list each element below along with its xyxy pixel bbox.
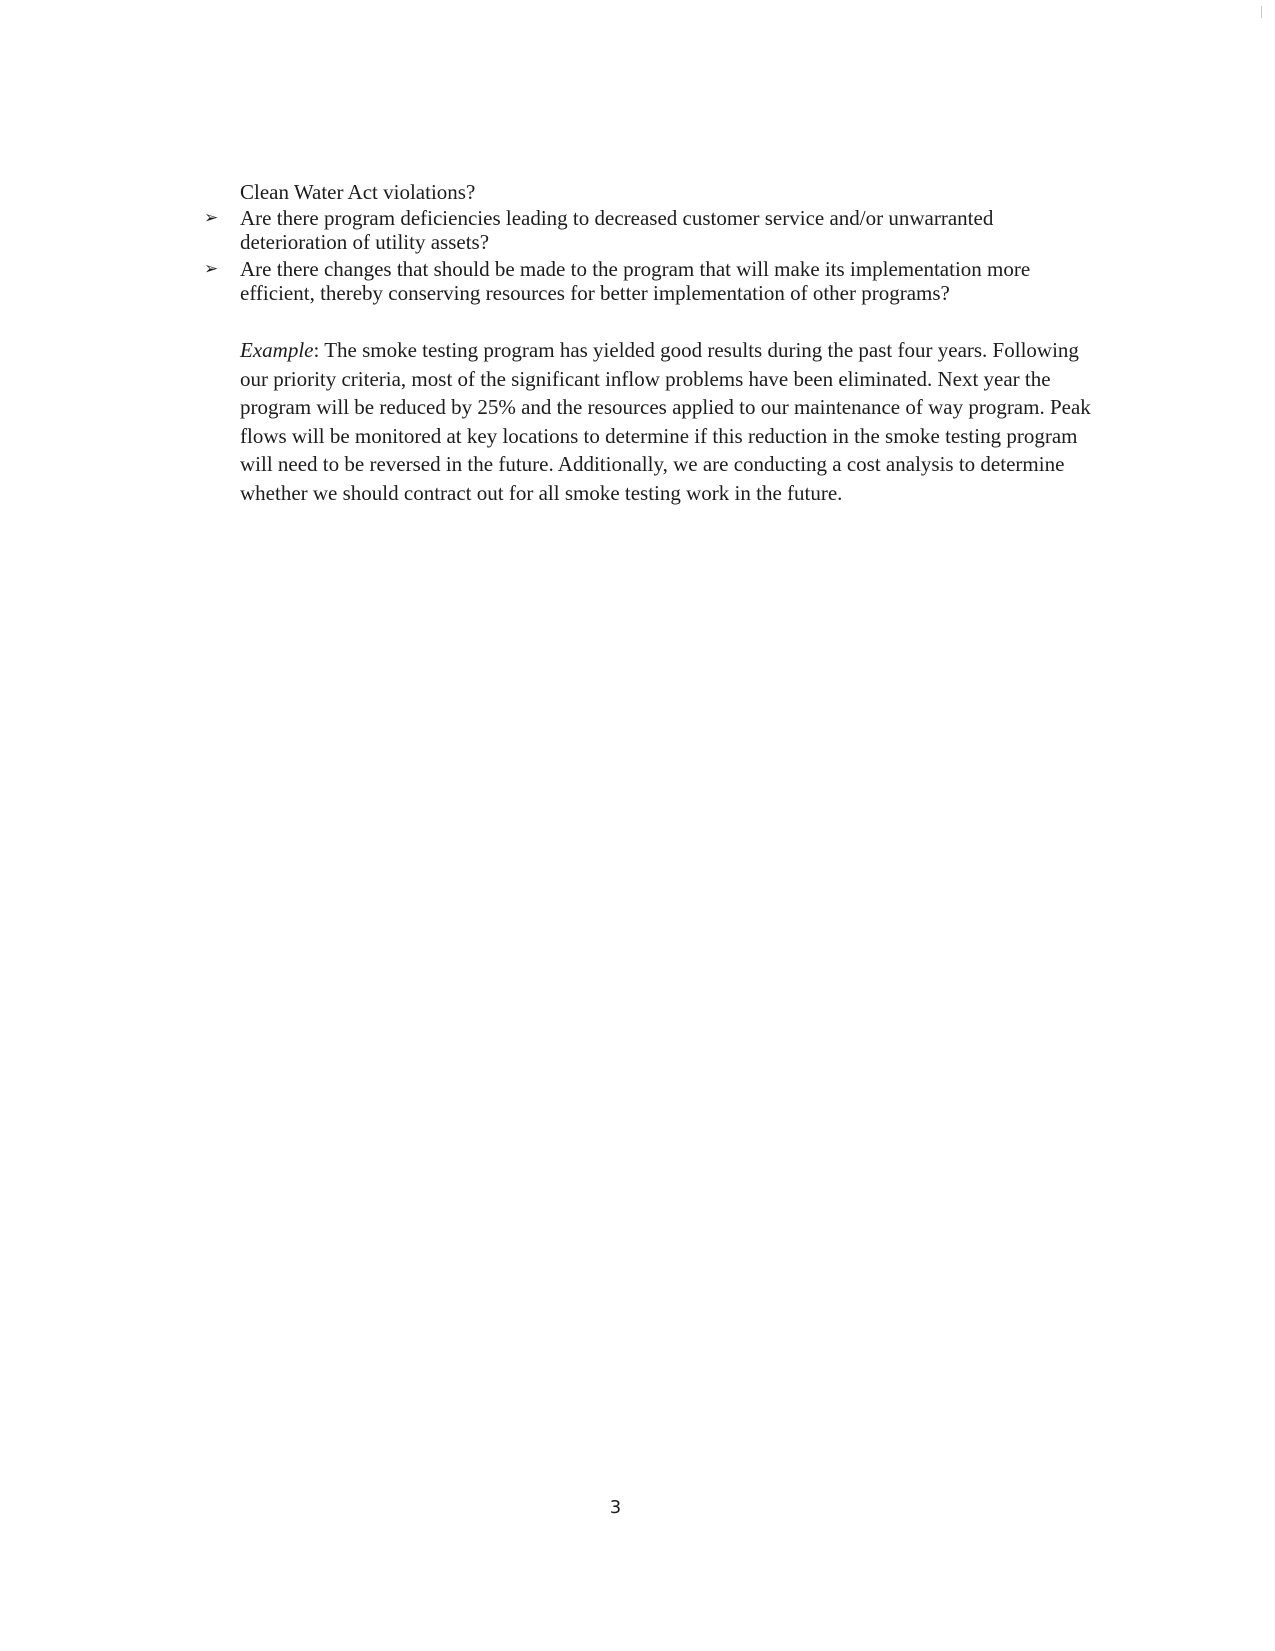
list-item-text: Are there changes that should be made to the program that will make its implementation more efficient, thereby conserving resources for better implementation of other programs? [240, 257, 1031, 305]
arrowhead-bullet-icon: ➢ [204, 208, 219, 228]
example-separator: : [313, 338, 325, 362]
arrowhead-bullet-icon: ➢ [204, 259, 219, 279]
example-paragraph [240, 336, 1095, 507]
list-item-text: Are there program deficiencies leading to decreased customer service and/or unwarranted deterioration of utility assets? [240, 206, 994, 254]
example-text: The smoke testing program has yielded good results during the past four years. Following our priority criteria, most of the significant inflow problems have been eliminated. Next year the program will be reduced by 25% and the resources applied to our maintenance of way program. Peak flows will be monitored at key locations to determine if this reduction in the smoke testing program will need to be reversed in the future. Additionally, we are conducting a cost analysis to determine whether we should contract out for all smoke testing work in the future. [240, 338, 1091, 505]
scan-edge-mark [1261, 6, 1262, 18]
list-item [204, 257, 1104, 305]
continued-question-text: Clean Water Act violations? [240, 180, 476, 204]
question-list [204, 206, 1104, 308]
example-label: Example [240, 338, 314, 362]
list-item [204, 206, 1104, 254]
page-number: 3 [609, 1497, 622, 1518]
